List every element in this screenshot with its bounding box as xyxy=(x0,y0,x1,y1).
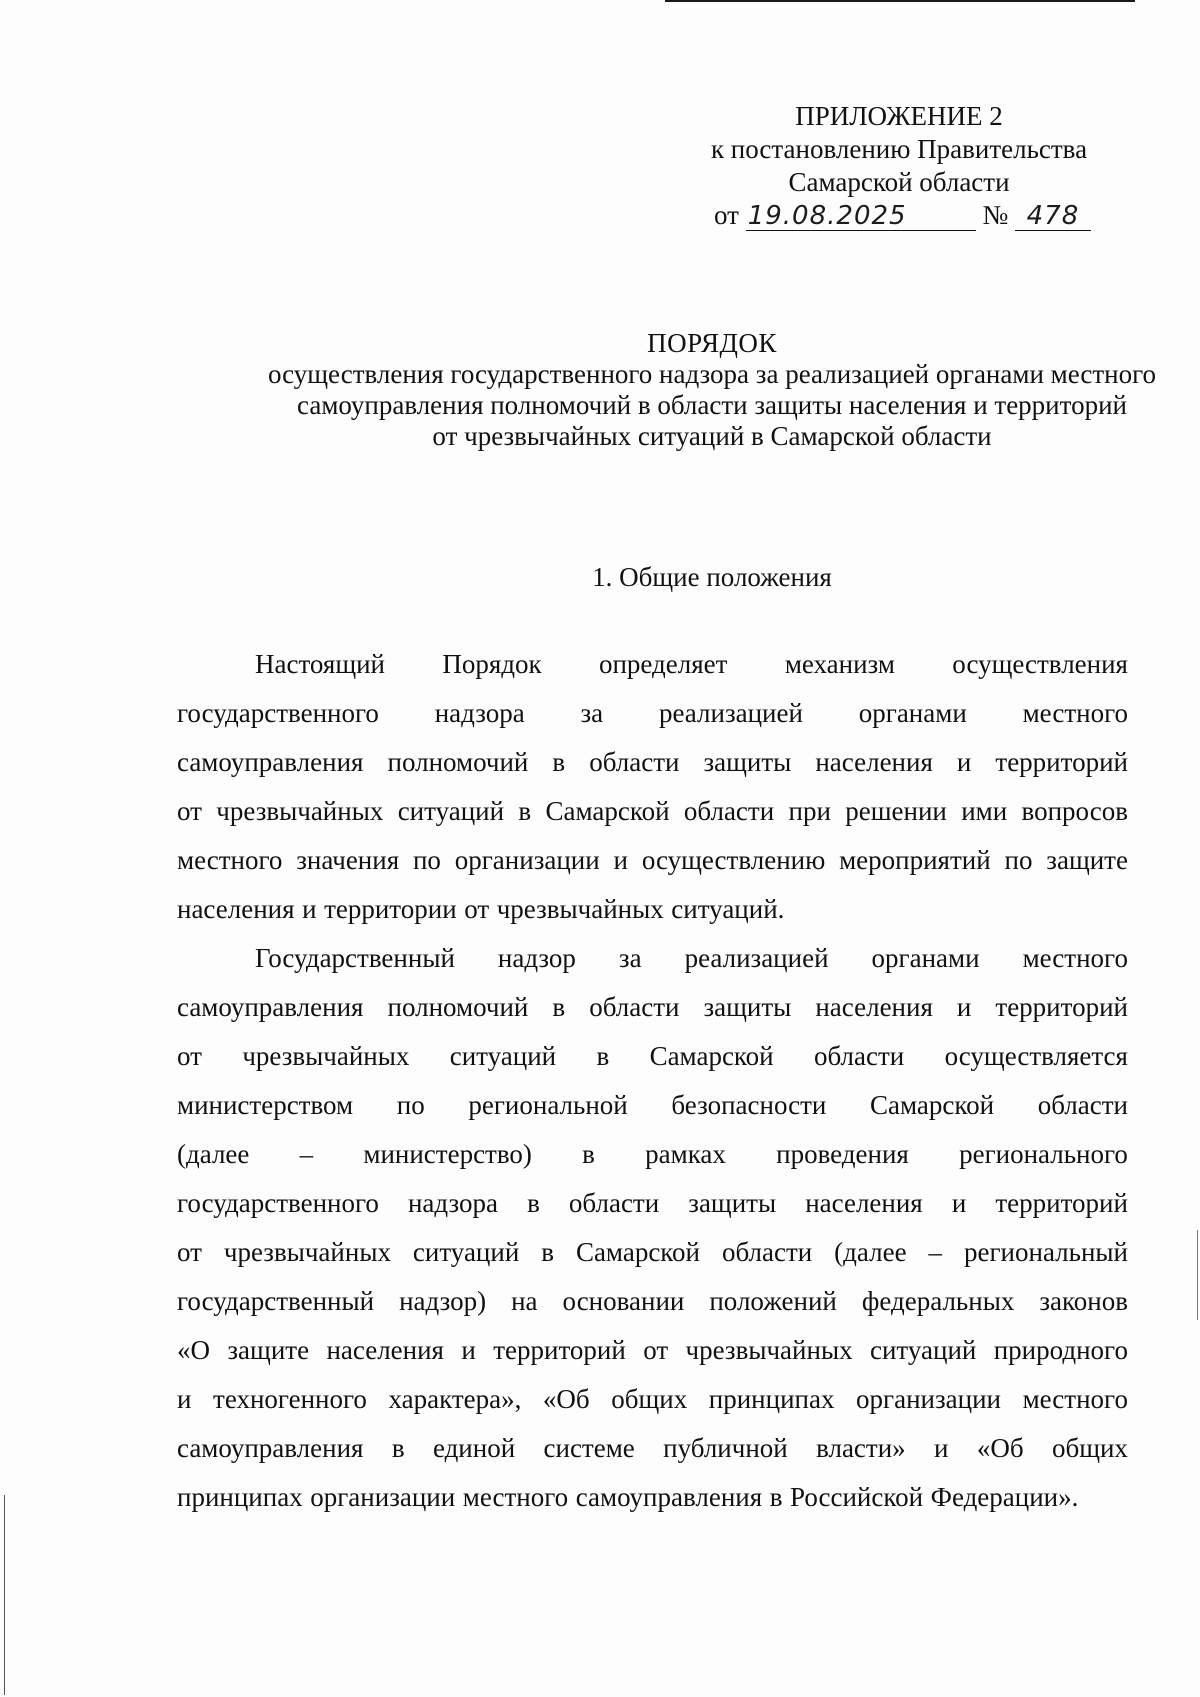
word: ими xyxy=(961,796,1008,826)
word: принципах xyxy=(708,1384,835,1414)
word: определяет xyxy=(598,649,728,679)
document-body xyxy=(177,640,1128,1522)
word: Федерации». xyxy=(930,1482,1079,1512)
word: природного xyxy=(993,1335,1128,1365)
word: чрезвычайных xyxy=(496,894,664,924)
word: в xyxy=(518,796,532,826)
word: регионального xyxy=(959,1139,1128,1169)
word: законов xyxy=(1039,1286,1128,1316)
word: и xyxy=(613,845,628,875)
word: «Об xyxy=(976,1433,1024,1463)
word: организации xyxy=(454,845,600,875)
word: местного xyxy=(1022,1384,1128,1414)
word: органами xyxy=(858,698,967,728)
paragraph-line xyxy=(177,640,1128,689)
paragraph-line xyxy=(177,1081,1128,1130)
word: общих xyxy=(611,1384,688,1414)
word: территорий xyxy=(995,747,1128,777)
word: государственного xyxy=(177,1188,379,1218)
word: местного xyxy=(462,1482,569,1512)
subtitle-line: от чрезвычайных ситуаций в Самарской области xyxy=(432,421,992,451)
word: защиты xyxy=(703,747,792,777)
paragraph-line xyxy=(177,1179,1128,1228)
word: региональный xyxy=(963,1237,1128,1267)
word: вопросов xyxy=(1021,796,1128,826)
word: населения xyxy=(326,1335,444,1365)
word: – xyxy=(299,1139,314,1169)
word: Государственный xyxy=(255,943,455,973)
paragraph-line xyxy=(177,1473,1128,1522)
section-heading: 1. Общие положения xyxy=(592,562,832,592)
word: территории xyxy=(324,894,457,924)
word: и xyxy=(934,1433,949,1463)
word: Настоящий xyxy=(255,649,386,679)
word: и xyxy=(956,992,972,1022)
word: (далее xyxy=(177,1139,250,1169)
word: населения xyxy=(805,1188,923,1218)
word: системе xyxy=(543,1433,635,1463)
handwritten-date: 19.08.2025 xyxy=(746,202,976,231)
word: общих xyxy=(1051,1433,1128,1463)
word: и xyxy=(461,1335,476,1365)
paragraph-line xyxy=(177,787,1128,836)
paragraph-line xyxy=(177,1130,1128,1179)
word: самоуправления xyxy=(177,747,364,777)
word: – xyxy=(928,1237,943,1267)
word: реализацией xyxy=(658,698,803,728)
word: защиты xyxy=(688,1188,777,1218)
word: и xyxy=(956,747,972,777)
paragraph-line xyxy=(177,1375,1128,1424)
word: области xyxy=(721,1237,813,1267)
word: реализацией xyxy=(684,943,829,973)
word: принципах xyxy=(177,1482,303,1512)
word: области xyxy=(813,1041,905,1071)
word: защите xyxy=(227,1335,310,1365)
appendix-header xyxy=(684,100,1114,232)
word: от xyxy=(177,1041,202,1071)
word: ситуаций xyxy=(449,1041,557,1071)
word: министерство) xyxy=(363,1139,532,1169)
scan-edge-line xyxy=(1197,1230,1198,1320)
word: за xyxy=(618,943,642,973)
word: решении xyxy=(845,796,947,826)
word: государственный xyxy=(177,1286,375,1316)
word: региональной xyxy=(468,1090,628,1120)
scan-edge-line xyxy=(665,0,1135,2)
word: осуществляется xyxy=(944,1041,1128,1071)
date-prefix: от xyxy=(714,200,739,230)
word: самоуправления xyxy=(177,992,364,1022)
appendix-resolution-line: к постановлению Правительства xyxy=(710,134,1088,164)
word: в xyxy=(769,1482,783,1512)
word: публичной xyxy=(663,1433,788,1463)
word: защите xyxy=(1046,845,1128,875)
word: области xyxy=(589,747,680,777)
word: в xyxy=(391,1433,405,1463)
word: по xyxy=(412,845,441,875)
word: самоуправления xyxy=(177,1433,364,1463)
word: проведения xyxy=(776,1139,909,1169)
word: «О xyxy=(177,1335,210,1365)
subtitle-line: осуществления государственного надзора за реализацией органами местного xyxy=(267,359,1157,389)
subtitle-line: самоуправления полномочий в области защиты населения и территорий xyxy=(297,390,1127,420)
word: в xyxy=(596,1041,610,1071)
word: рамках xyxy=(645,1139,726,1169)
word: от xyxy=(177,1237,202,1267)
paragraph-line xyxy=(177,1326,1128,1375)
word: Самарской xyxy=(545,796,670,826)
word: федеральных xyxy=(861,1286,1015,1316)
word: самоуправления xyxy=(575,1482,763,1512)
word: территорий xyxy=(493,1335,626,1365)
word: ситуаций xyxy=(869,1335,977,1365)
word: при xyxy=(788,796,831,826)
word: государственного xyxy=(177,698,379,728)
paragraph-line xyxy=(177,1032,1128,1081)
word: органами xyxy=(871,943,980,973)
word: Самарской xyxy=(649,1041,774,1071)
word: осуществления xyxy=(952,649,1128,679)
word: министерством xyxy=(177,1090,354,1120)
word: по xyxy=(396,1090,425,1120)
scan-edge-line xyxy=(4,1495,5,1695)
word: населения xyxy=(815,992,933,1022)
appendix-region-line: Самарской области xyxy=(788,167,1010,197)
handwritten-number: 478 xyxy=(1015,202,1091,231)
word: населения xyxy=(815,747,933,777)
paragraph-line xyxy=(177,738,1128,787)
word: чрезвычайных xyxy=(685,1335,853,1365)
word: механизм xyxy=(784,649,895,679)
word: надзора xyxy=(407,1188,498,1218)
word: в xyxy=(541,1237,554,1267)
word: и xyxy=(177,1384,192,1414)
word: Порядок xyxy=(442,649,542,679)
paragraph-line xyxy=(177,983,1128,1032)
word: в xyxy=(582,1139,595,1169)
word: по xyxy=(1004,845,1033,875)
paragraph-line xyxy=(177,1228,1128,1277)
appendix-date-number-line xyxy=(684,199,1114,232)
word: от xyxy=(643,1335,669,1365)
word: Российской xyxy=(790,1482,924,1512)
word: Самарской xyxy=(870,1090,995,1120)
paragraph-line xyxy=(177,689,1128,738)
paragraph-line xyxy=(177,885,1128,934)
word: основании xyxy=(562,1286,685,1316)
word: чрезвычайных xyxy=(216,796,384,826)
paragraph-line xyxy=(177,1424,1128,1473)
word: единой xyxy=(432,1433,516,1463)
paragraph-line xyxy=(177,934,1128,983)
word: надзор xyxy=(497,943,576,973)
word: «Об xyxy=(542,1384,590,1414)
word: полномочий xyxy=(387,747,529,777)
word: значения xyxy=(296,845,400,875)
word: полномочий xyxy=(387,992,529,1022)
paragraph-line xyxy=(177,836,1128,885)
word: за xyxy=(580,698,604,728)
word: территорий xyxy=(995,992,1128,1022)
word: ситуаций. xyxy=(671,894,785,924)
word: защиты xyxy=(703,992,792,1022)
word: ситуаций xyxy=(397,796,505,826)
word: области xyxy=(683,796,775,826)
word: чрезвычайных xyxy=(242,1041,410,1071)
appendix-label: ПРИЛОЖЕНИЕ 2 xyxy=(795,101,1003,131)
word: области xyxy=(568,1188,660,1218)
word: в xyxy=(552,747,566,777)
word: от xyxy=(177,796,202,826)
word: местного xyxy=(1022,943,1128,973)
paragraph-line xyxy=(177,1277,1128,1326)
word: в xyxy=(552,992,566,1022)
word: мероприятий xyxy=(839,845,991,875)
word: Самарской xyxy=(575,1237,700,1267)
word: чрезвычайных xyxy=(223,1237,391,1267)
document-title: ПОРЯДОК xyxy=(647,328,777,358)
word: власти» xyxy=(816,1433,906,1463)
word: в xyxy=(527,1188,540,1218)
word: от xyxy=(464,894,490,924)
word: (далее xyxy=(834,1237,907,1267)
word: организации xyxy=(856,1384,1001,1414)
word: и xyxy=(302,894,317,924)
word: области xyxy=(589,992,680,1022)
word: надзор) xyxy=(399,1286,487,1316)
word: ситуаций xyxy=(412,1237,520,1267)
word: характера», xyxy=(388,1384,522,1414)
word: местного xyxy=(177,845,283,875)
word: положений xyxy=(709,1286,837,1316)
word: техногенного xyxy=(213,1384,367,1414)
word: и xyxy=(951,1188,967,1218)
word: области xyxy=(1037,1090,1128,1120)
document-title-block xyxy=(50,328,1200,452)
word: на xyxy=(511,1286,538,1316)
word: организации xyxy=(310,1482,456,1512)
word: населения xyxy=(177,894,295,924)
word: надзора xyxy=(434,698,525,728)
number-prefix: № xyxy=(982,200,1009,230)
word: местного xyxy=(1022,698,1128,728)
word: территорий xyxy=(995,1188,1128,1218)
word: безопасности xyxy=(671,1090,827,1120)
word: осуществлению xyxy=(641,845,826,875)
